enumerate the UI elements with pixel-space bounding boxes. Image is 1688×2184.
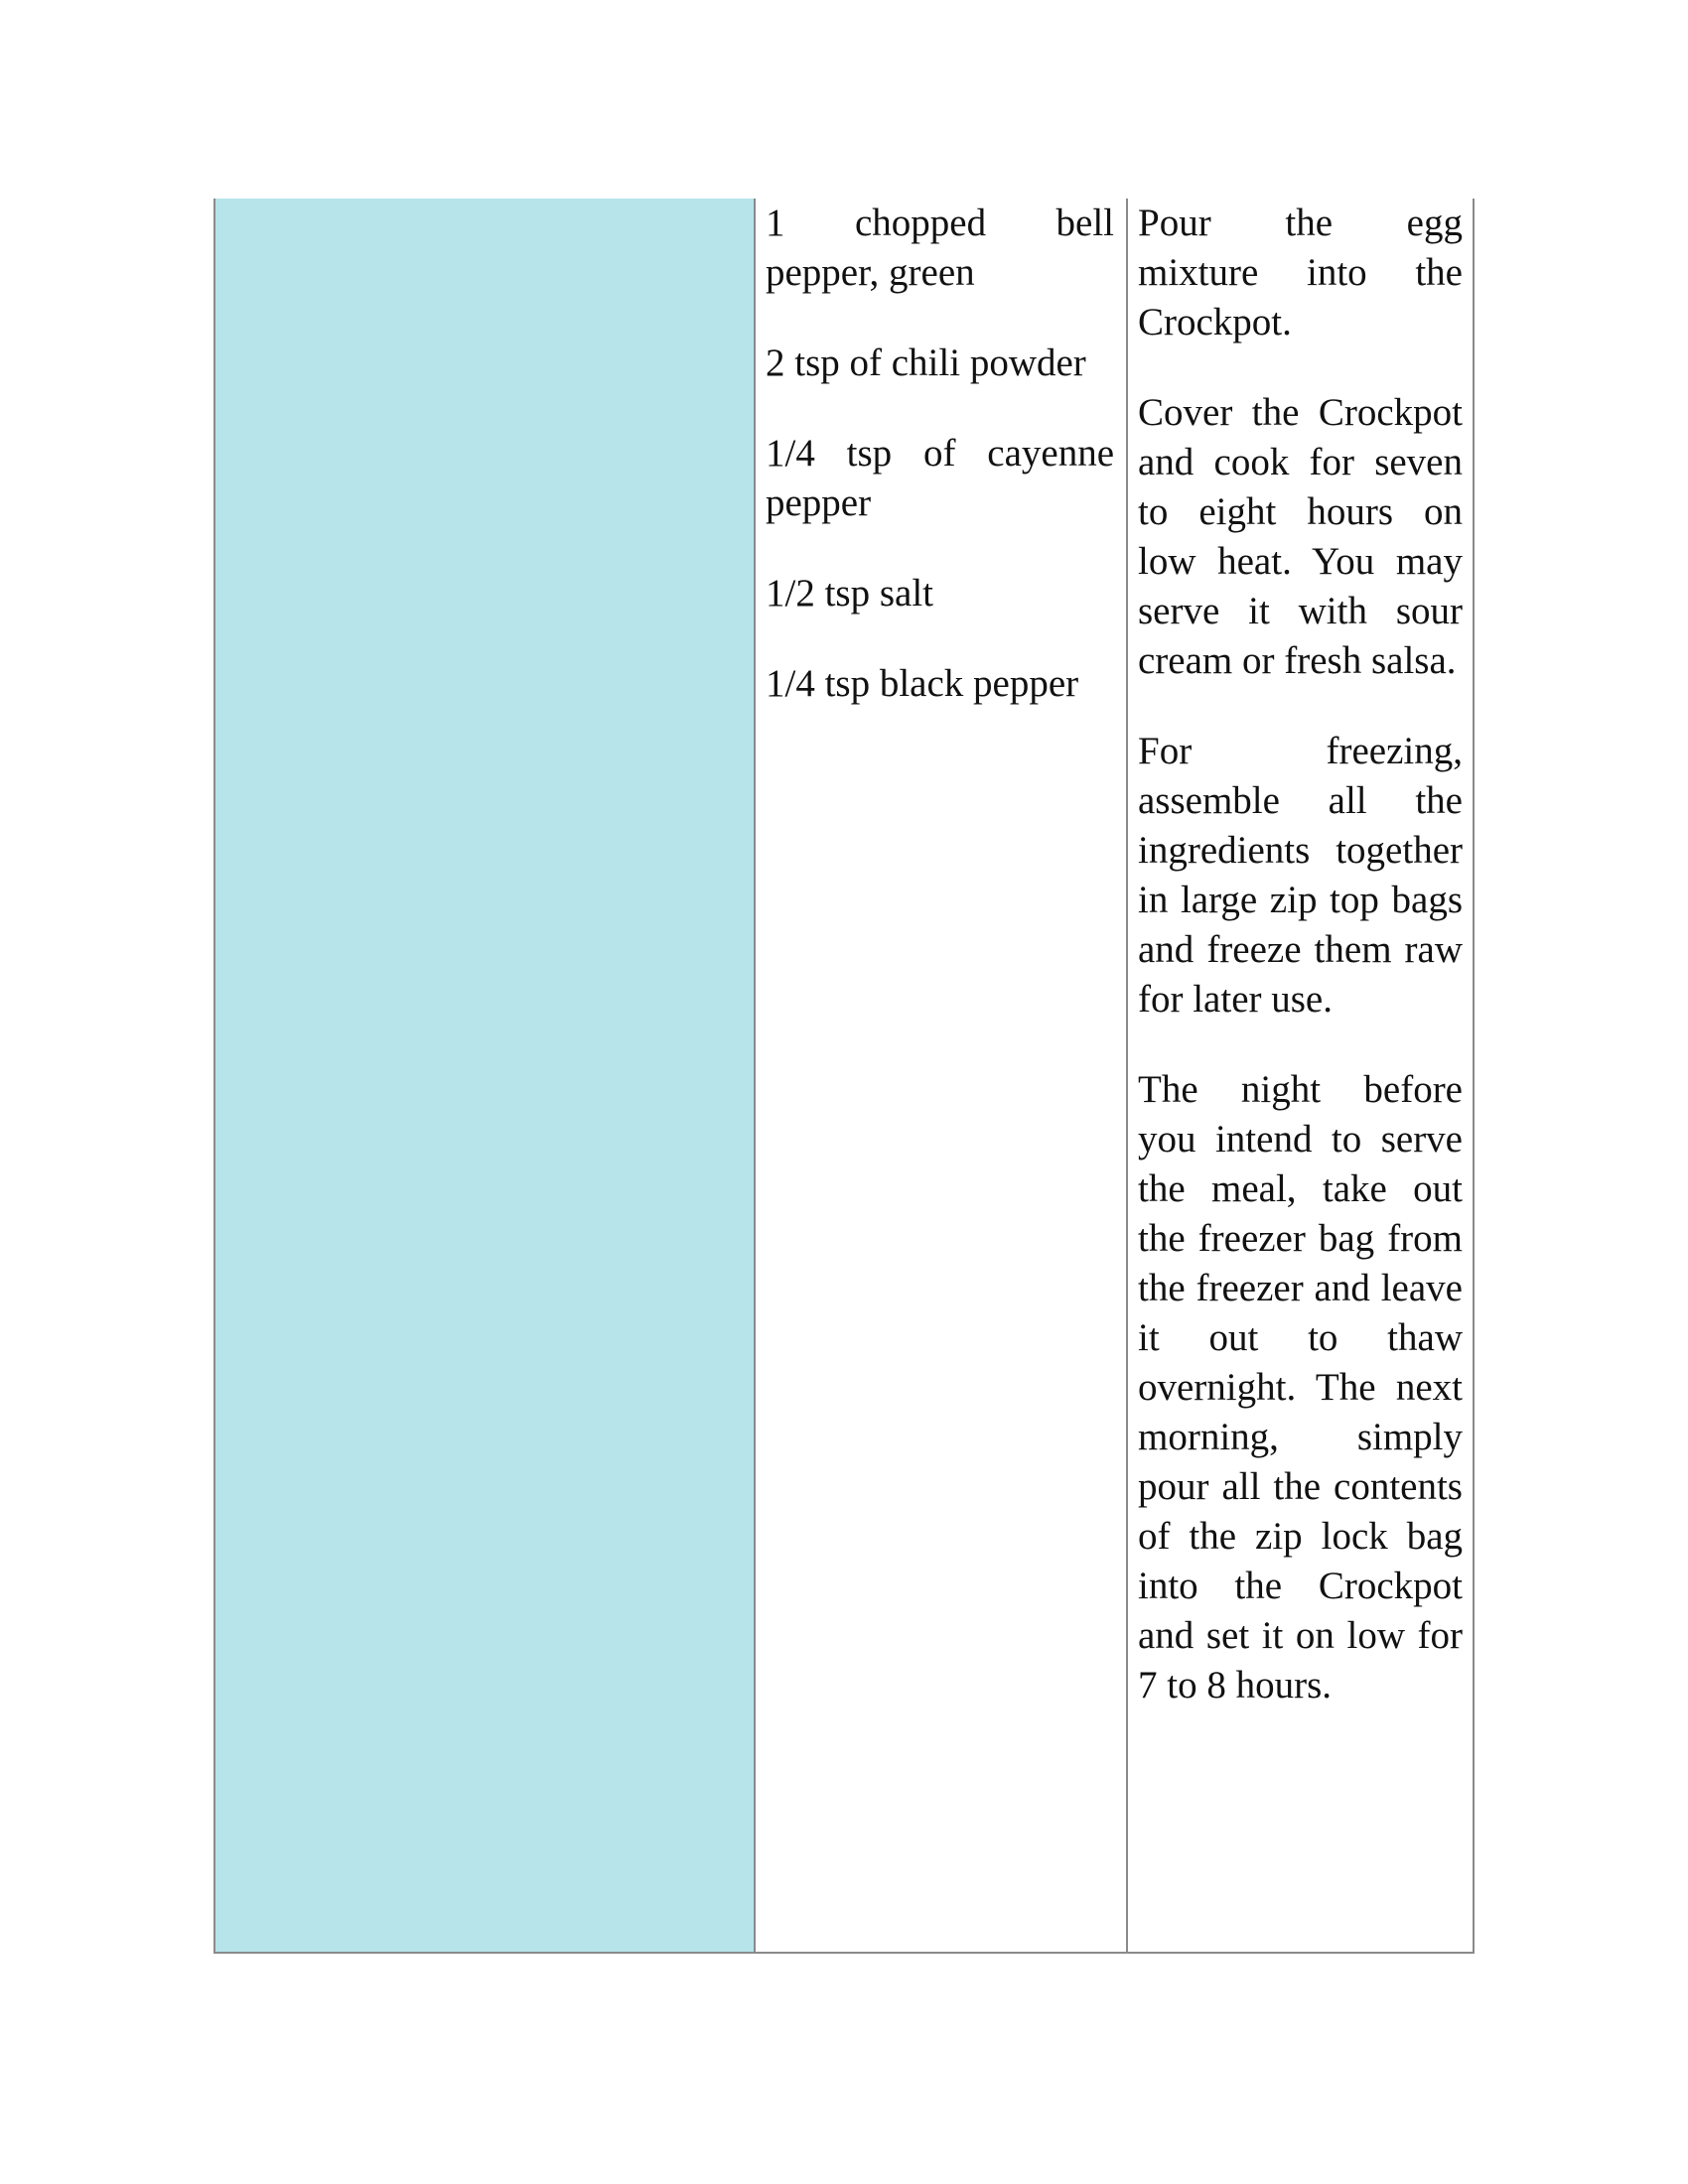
ingredient-item: 1/2 tsp salt	[766, 572, 934, 614]
directions-column	[1128, 199, 1473, 1952]
ingredient-item: 2 tsp of chili powder	[766, 341, 1086, 384]
ingredient-item: 1/4 tsp of cayenne pepper	[766, 432, 1114, 524]
image-placeholder-panel	[215, 199, 756, 1952]
direction-step: Cover the Crockpot and cook for seven to eight hours on low heat. You may serve it with sour cream or fresh salsa.	[1138, 391, 1463, 682]
ingredient-item: 1 chopped bell pepper, green	[766, 202, 1114, 294]
ingredients-column	[756, 199, 1128, 1952]
direction-step: The night before you intend to serve the meal, take out the freezer bag from the freezer and leave it out to thaw overnight. The next morning, simply pour all the contents of the zip lock bag into the Crockpot and set it on low for 7 to 8 hours.	[1138, 1068, 1463, 1706]
direction-step: Pour the egg mixture into the Crockpot.	[1138, 202, 1463, 343]
recipe-table	[213, 199, 1475, 1954]
direction-step: For freezing, assemble all the ingredients together in large zip top bags and freeze them raw for later use.	[1138, 730, 1463, 1021]
ingredient-item: 1/4 tsp black pepper	[766, 662, 1079, 705]
